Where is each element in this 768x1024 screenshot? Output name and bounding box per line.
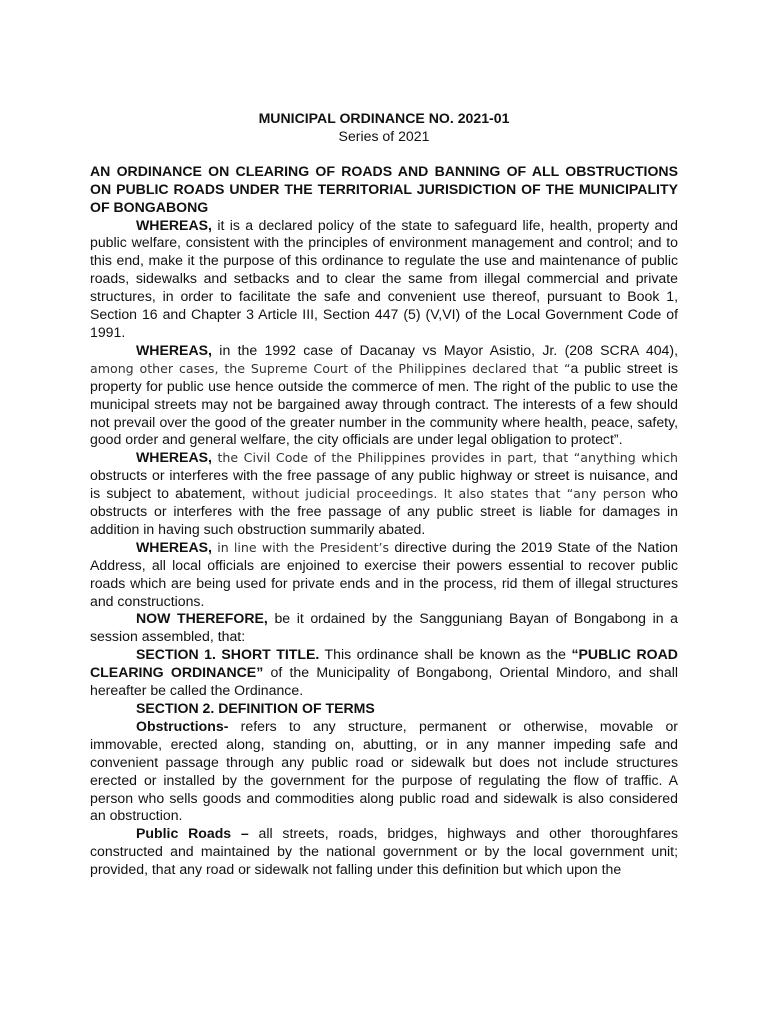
whereas-paragraph-4 — [90, 539, 678, 611]
now-therefore-text: be it ordained by the Sangguniang Bayan of Bongabong in a session assembled, that: — [90, 610, 678, 645]
section-1-heading: SECTION 1. SHORT TITLE. — [136, 646, 320, 663]
whereas-text: who obstructs or interferes with the free passage of any public street is liable for damages in addition in having such obstruction summarily abated. — [90, 485, 678, 537]
now-therefore-lead: NOW THEREFORE, — [136, 610, 268, 627]
whereas-lead: WHEREAS, — [136, 449, 212, 466]
whereas-paragraph-1 — [90, 217, 678, 342]
whereas-text-alt: without judicial proceedings. It also states that “any person — [251, 486, 653, 502]
definition-obstructions — [90, 718, 678, 825]
section-1-text: This ordinance shall be known as the — [319, 646, 572, 663]
whereas-text-alt: in line with the President’s — [211, 539, 395, 555]
whereas-lead: WHEREAS, — [136, 538, 212, 555]
whereas-paragraph-2 — [90, 342, 678, 449]
whereas-text: directive during the 2019 State of the Nation Address, all local officials are enjoined to exercise their powers essential to recover public roads which are being used for private ends and in the process, rid them of illegal structures and constructions. — [90, 538, 678, 609]
section-1-text: of the Municipality of Bongabong, Oriental Mindoro, and shall hereafter be called the Ordinance. — [90, 664, 678, 699]
definition-term: Obstructions- — [136, 717, 229, 734]
ordinance-number: MUNICIPAL ORDINANCE NO. 2021-01 — [258, 110, 510, 126]
whereas-text-alt: the Civil Code of the Philippines provides in part, that “anything which — [211, 450, 678, 466]
whereas-text: a public street is property for public use hence outside the commerce of men. The right of the public to use the municipal streets may not be bargained away through contract. The interests of a few should not prevail over the good of the greater number in the community where health, peace, safety, good order and general welfare, the city officials are under legal obligation to protect”. — [90, 359, 678, 448]
whereas-text: obstructs or interferes with the free passage of any public highway or street is nuisance, and is subject to abatement, — [90, 467, 678, 502]
whereas-text-alt: among other cases, the Supreme Court of the Philippines declared that “ — [90, 360, 571, 376]
definition-text: all streets, roads, bridges, highways and other thoroughfares constructed and maintained by the national government or by the local government unit; provided, that any road or sidewalk not falling under this definition but which upon the — [90, 825, 678, 878]
whereas-text: in the 1992 case of Dacanay vs Mayor Asistio, Jr. (208 SCRA 404), — [211, 341, 678, 358]
definition-text: refers to any structure, permanent or otherwise, movable or immovable, erected along, standing on, abutting, or in any manner impeding safe and convenient passage through any public road or sidewalk but does not include structures erected or installed by the government for the purpose of regulating the flow of traffic. A person who sells goods and commodities along public road and sidewalk is also considered an obstruction. — [90, 717, 678, 824]
document-page — [90, 110, 678, 879]
definition-public-roads — [90, 825, 678, 879]
ordinance-series: Series of 2021 — [338, 127, 430, 144]
ordinance-title: AN ORDINANCE ON CLEARING OF ROADS AND BANNING OF ALL OBSTRUCTIONS ON PUBLIC ROADS UNDER THE TERRITORIAL JURISDICTION OF THE MUNICIPALITY OF BONGABONG — [90, 162, 678, 215]
now-therefore-paragraph — [90, 610, 678, 646]
whereas-lead: WHEREAS, — [136, 216, 212, 233]
whereas-lead: WHEREAS, — [136, 341, 212, 358]
section-2-heading: SECTION 2. DEFINITION OF TERMS — [136, 700, 375, 716]
short-title: “PUBLIC ROAD CLEARING ORDINANCE” — [90, 646, 678, 681]
whereas-paragraph-3 — [90, 449, 678, 539]
definition-term: Public Roads – — [136, 825, 249, 842]
section-1-paragraph — [90, 646, 678, 700]
whereas-text: it is a declared policy of the state to safeguard life, health, property and public welfare, consistent with the principles of environment management and control; and to this end, make it the purpose of this ordinance to regulate the use and maintenance of public roads, sidewalks and setbacks and to clear the same from illegal commercial and private structures, in order to facilitate the safe and convenient use thereof, pursuant to Book 1, Section 16 and Chapter 3 Article III, Section 447 (5) (V,VI) of the Local Government Code of 1991. — [90, 216, 678, 340]
